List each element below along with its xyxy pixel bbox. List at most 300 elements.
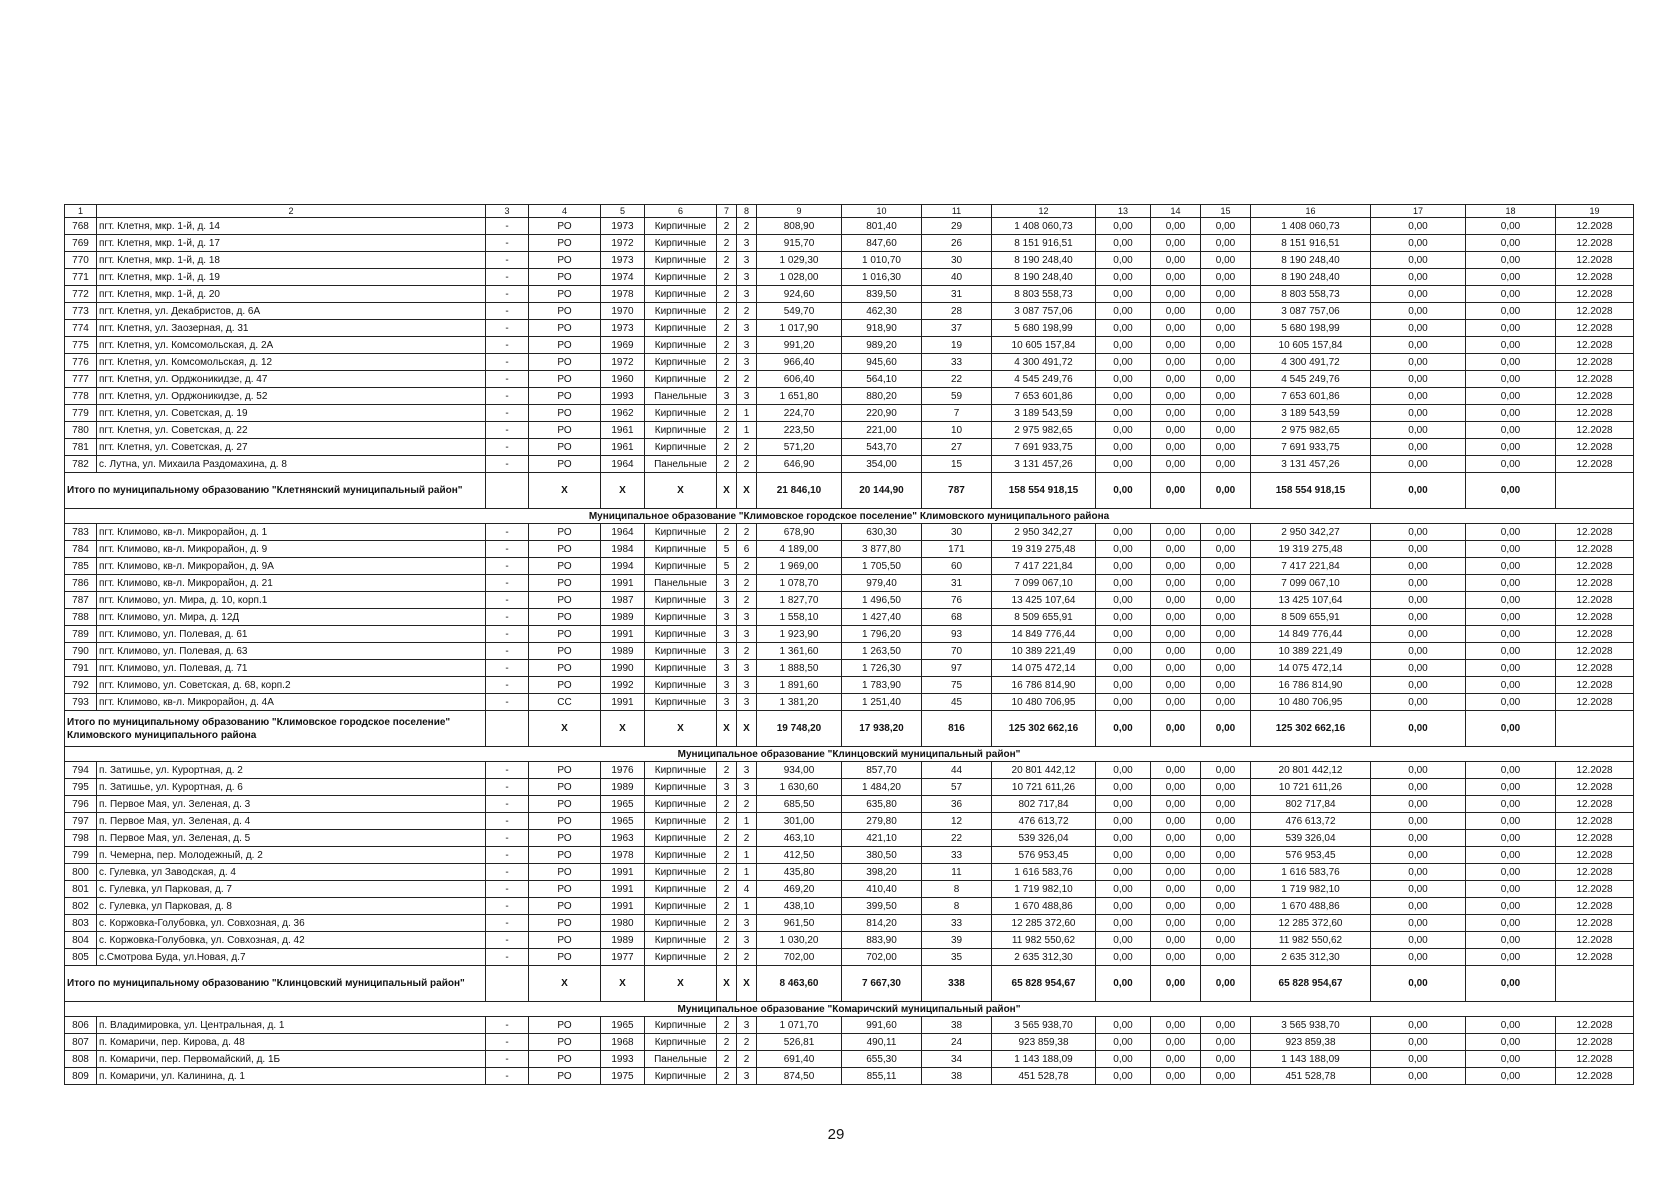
table-cell: пгт. Клетня, ул. Советская, д. 22 [97, 422, 486, 439]
table-cell: 787 [65, 592, 97, 609]
table-cell: 2 635 312,30 [1251, 949, 1371, 966]
table-row [65, 1051, 1634, 1068]
table-cell: - [486, 915, 529, 932]
table-cell: - [486, 864, 529, 881]
table-cell: 2 [737, 592, 757, 609]
table-cell: РО [529, 898, 601, 915]
table-cell: - [486, 881, 529, 898]
table-cell: 1 891,60 [757, 677, 842, 694]
table-cell: с. Коржовка-Голубовка, ул. Совхозная, д. 36 [97, 915, 486, 932]
table-row [65, 286, 1634, 303]
table-cell: 0,00 [1466, 1051, 1556, 1068]
table-cell: 0,00 [1151, 524, 1201, 541]
table-cell: 1 381,20 [757, 694, 842, 711]
table-cell: 2 [717, 218, 737, 235]
section-title: Муниципальное образование "Климовское городское поселение" Климовского муниципального района [65, 509, 1634, 524]
table-cell: 3 189 543,59 [1251, 405, 1371, 422]
table-cell: 923 859,38 [1251, 1034, 1371, 1051]
table-cell: 10 480 706,95 [992, 694, 1096, 711]
table-cell: 125 302 662,16 [992, 711, 1096, 747]
table-cell: 2 [717, 847, 737, 864]
table-cell: 1984 [601, 541, 645, 558]
column-header: 16 [1251, 205, 1371, 218]
table-cell: - [486, 269, 529, 286]
table-cell: X [645, 711, 717, 747]
table-cell: 1 408 060,73 [992, 218, 1096, 235]
table-cell: 0,00 [1201, 592, 1251, 609]
table-cell: 3 [737, 320, 757, 337]
table-cell: 26 [922, 235, 992, 252]
table-cell: 0,00 [1096, 626, 1151, 643]
table-cell: 4 545 249,76 [1251, 371, 1371, 388]
table-row [65, 388, 1634, 405]
table-cell: 0,00 [1371, 252, 1466, 269]
table-cell: 0,00 [1371, 286, 1466, 303]
table-cell: 1965 [601, 813, 645, 830]
table-row [65, 915, 1634, 932]
table-cell: 1 010,70 [842, 252, 922, 269]
page-number: 29 [827, 1126, 845, 1143]
table-cell: 0,00 [1096, 830, 1151, 847]
table-cell: Кирпичные [645, 626, 717, 643]
table-row [65, 643, 1634, 660]
table-cell: 12.2028 [1556, 881, 1634, 898]
table-cell: п. Первое Мая, ул. Зеленая, д. 3 [97, 796, 486, 813]
table-cell: 0,00 [1371, 779, 1466, 796]
table-cell: 0,00 [1151, 252, 1201, 269]
table-cell: 1991 [601, 694, 645, 711]
table-cell: 847,60 [842, 235, 922, 252]
table-cell: 338 [922, 966, 992, 1002]
table-cell: пгт. Климово, кв-л. Микрорайон, д. 9 [97, 541, 486, 558]
table-cell: 29 [922, 218, 992, 235]
table-cell: 1991 [601, 575, 645, 592]
table-cell: 0,00 [1371, 847, 1466, 864]
table-cell: 0,00 [1466, 949, 1556, 966]
table-cell: 801 [65, 881, 97, 898]
column-header: 3 [486, 205, 529, 218]
table-cell: п. Чемерна, пер. Молодежный, д. 2 [97, 847, 486, 864]
table-cell: 784 [65, 541, 97, 558]
table-cell: 0,00 [1371, 660, 1466, 677]
table-cell: 1993 [601, 388, 645, 405]
table-cell: X [717, 473, 737, 509]
table-cell: РО [529, 847, 601, 864]
table-cell: - [486, 592, 529, 609]
table-cell: 10 721 611,26 [992, 779, 1096, 796]
table-cell: 68 [922, 609, 992, 626]
table-cell: - [486, 660, 529, 677]
table-cell: 12.2028 [1556, 1068, 1634, 1085]
table-cell: - [486, 388, 529, 405]
table-cell: - [486, 558, 529, 575]
table-cell: РО [529, 456, 601, 473]
table-cell: - [486, 575, 529, 592]
table-cell: 14 849 776,44 [1251, 626, 1371, 643]
table-cell: 2 [717, 813, 737, 830]
table-cell: 0,00 [1096, 558, 1151, 575]
table-cell: 1 630,60 [757, 779, 842, 796]
column-header: 15 [1201, 205, 1251, 218]
table-cell: 3 [737, 609, 757, 626]
table-cell: Кирпичные [645, 541, 717, 558]
table-row [65, 456, 1634, 473]
table-cell: 12.2028 [1556, 575, 1634, 592]
table-cell: 857,70 [842, 762, 922, 779]
table-cell: РО [529, 388, 601, 405]
table-cell: 802 [65, 898, 97, 915]
table-cell: 33 [922, 847, 992, 864]
table-cell: 2 [717, 796, 737, 813]
table-cell: 57 [922, 779, 992, 796]
table-cell: 2 [717, 286, 737, 303]
table-cell: 7 417 221,84 [992, 558, 1096, 575]
table-cell: 2 [717, 1034, 737, 1051]
table-cell: 2 [737, 830, 757, 847]
table-cell: п. Затишье, ул. Курортная, д. 2 [97, 762, 486, 779]
table-cell: 1991 [601, 626, 645, 643]
table-cell: пгт. Клетня, ул. Декабристов, д. 6А [97, 303, 486, 320]
table-cell: 22 [922, 830, 992, 847]
table-cell: Кирпичные [645, 235, 717, 252]
table-cell: 171 [922, 541, 992, 558]
table-cell: РО [529, 354, 601, 371]
table-cell: - [486, 932, 529, 949]
table-cell: 3 [717, 592, 737, 609]
table-cell: 630,30 [842, 524, 922, 541]
table-row [65, 337, 1634, 354]
table-cell: 2 [717, 949, 737, 966]
table-cell: 0,00 [1096, 694, 1151, 711]
table-cell: 0,00 [1371, 864, 1466, 881]
table-cell: пгт. Клетня, ул. Комсомольская, д. 2А [97, 337, 486, 354]
table-cell: Кирпичные [645, 864, 717, 881]
table-cell: пгт. Клетня, ул. Орджоникидзе, д. 47 [97, 371, 486, 388]
table-cell: РО [529, 813, 601, 830]
table-cell: 0,00 [1096, 966, 1151, 1002]
table-cell: 7 417 221,84 [1251, 558, 1371, 575]
table-cell: 3 [737, 354, 757, 371]
table-cell: 0,00 [1466, 388, 1556, 405]
total-label: Итого по муниципальному образованию "Климовское городское поселение" Климовского муниципального района [65, 711, 486, 747]
table-cell: 8 190 248,40 [992, 269, 1096, 286]
table-cell: 93 [922, 626, 992, 643]
table-cell: РО [529, 592, 601, 609]
table-cell: 0,00 [1466, 473, 1556, 509]
table-cell: 12.2028 [1556, 252, 1634, 269]
table-cell: 780 [65, 422, 97, 439]
table-cell: Кирпичные [645, 660, 717, 677]
table-cell: 33 [922, 915, 992, 932]
table-cell: 770 [65, 252, 97, 269]
table-cell: Панельные [645, 1051, 717, 1068]
table-cell: 772 [65, 286, 97, 303]
table-cell: п. Комаричи, пер. Первомайский, д. 1Б [97, 1051, 486, 1068]
table-cell: 0,00 [1371, 813, 1466, 830]
table-cell: 1 016,30 [842, 269, 922, 286]
table-cell: 0,00 [1371, 949, 1466, 966]
table-cell: 0,00 [1096, 711, 1151, 747]
table-cell: 0,00 [1201, 898, 1251, 915]
table-cell: 2 [717, 1017, 737, 1034]
table-cell: 773 [65, 303, 97, 320]
table-cell: - [486, 694, 529, 711]
table-cell: 691,40 [757, 1051, 842, 1068]
table-cell: 0,00 [1371, 558, 1466, 575]
table-cell: 1987 [601, 592, 645, 609]
table-cell: 3 189 543,59 [992, 405, 1096, 422]
table-cell: 12.2028 [1556, 286, 1634, 303]
table-cell: 804 [65, 932, 97, 949]
table-cell: 14 075 472,14 [1251, 660, 1371, 677]
table-cell: 14 849 776,44 [992, 626, 1096, 643]
table-cell: 0,00 [1371, 235, 1466, 252]
table-cell: РО [529, 864, 601, 881]
table-cell: 0,00 [1151, 1017, 1201, 1034]
table-cell: 0,00 [1151, 269, 1201, 286]
table-cell: пгт. Клетня, мкр. 1-й, д. 19 [97, 269, 486, 286]
table-cell: 12.2028 [1556, 354, 1634, 371]
table-cell: 0,00 [1096, 1051, 1151, 1068]
table-cell: 0,00 [1466, 660, 1556, 677]
table-cell: 76 [922, 592, 992, 609]
table-cell: 0,00 [1096, 592, 1151, 609]
table-row [65, 439, 1634, 456]
table-cell: 0,00 [1096, 405, 1151, 422]
table-cell: 5 680 198,99 [992, 320, 1096, 337]
table-cell: 0,00 [1151, 660, 1201, 677]
table-cell: 1 670 488,86 [992, 898, 1096, 915]
table-cell: 1991 [601, 881, 645, 898]
table-row [65, 779, 1634, 796]
table-cell: 808 [65, 1051, 97, 1068]
table-row [65, 422, 1634, 439]
column-header: 2 [97, 205, 486, 218]
column-header: 14 [1151, 205, 1201, 218]
table-cell: 12.2028 [1556, 864, 1634, 881]
table-cell: 792 [65, 677, 97, 694]
table-cell: 0,00 [1096, 337, 1151, 354]
table-cell: РО [529, 643, 601, 660]
table-cell: 1961 [601, 439, 645, 456]
table-cell: 1976 [601, 762, 645, 779]
table-cell: с. Коржовка-Голубовка, ул. Совхозная, д. 42 [97, 932, 486, 949]
column-header: 9 [757, 205, 842, 218]
table-cell: - [486, 949, 529, 966]
table-cell: 13 425 107,64 [992, 592, 1096, 609]
table-cell: Кирпичные [645, 796, 717, 813]
table-cell: Кирпичные [645, 915, 717, 932]
table-cell: пгт. Климово, кв-л. Микрорайон, д. 21 [97, 575, 486, 592]
table-cell: 70 [922, 643, 992, 660]
table-cell: 12.2028 [1556, 405, 1634, 422]
table-cell: 2 [717, 371, 737, 388]
table-cell: 1989 [601, 932, 645, 949]
table-cell: - [486, 456, 529, 473]
table-cell: 797 [65, 813, 97, 830]
table-cell: 0,00 [1096, 949, 1151, 966]
table-cell: X [737, 473, 757, 509]
table-cell: 0,00 [1371, 439, 1466, 456]
table-cell: 2 [717, 881, 737, 898]
table-cell: 0,00 [1371, 898, 1466, 915]
table-cell: 1 361,60 [757, 643, 842, 660]
table-row [65, 898, 1634, 915]
table-row [65, 592, 1634, 609]
table-cell: 10 605 157,84 [992, 337, 1096, 354]
table-cell: 0,00 [1466, 966, 1556, 1002]
table-cell: 805 [65, 949, 97, 966]
table-cell: 12.2028 [1556, 915, 1634, 932]
table-cell: 0,00 [1466, 643, 1556, 660]
table-cell: 0,00 [1096, 762, 1151, 779]
table-cell [486, 966, 529, 1002]
table-cell: п. Затишье, ул. Курортная, д. 6 [97, 779, 486, 796]
table-cell: 0,00 [1096, 864, 1151, 881]
table-cell: 0,00 [1466, 830, 1556, 847]
table-cell: 0,00 [1201, 847, 1251, 864]
table-cell: Кирпичные [645, 1034, 717, 1051]
table-cell: 12.2028 [1556, 677, 1634, 694]
table-cell: РО [529, 218, 601, 235]
table-cell: 3 [717, 388, 737, 405]
table-cell: 1 029,30 [757, 252, 842, 269]
table-cell: 0,00 [1201, 932, 1251, 949]
table-cell: 0,00 [1466, 218, 1556, 235]
table-cell: 2 [737, 371, 757, 388]
table-cell: пгт. Клетня, мкр. 1-й, д. 18 [97, 252, 486, 269]
table-cell: 1 651,80 [757, 388, 842, 405]
table-row [65, 694, 1634, 711]
table-cell: Кирпичные [645, 643, 717, 660]
table-cell: 38 [922, 1017, 992, 1034]
table-cell: 1 923,90 [757, 626, 842, 643]
table-row [65, 949, 1634, 966]
table-cell: 0,00 [1151, 592, 1201, 609]
table-cell: 8 509 655,91 [1251, 609, 1371, 626]
total-row [65, 966, 1634, 1002]
table-cell: 2 [717, 915, 737, 932]
table-cell: 809 [65, 1068, 97, 1085]
table-cell: 1980 [601, 915, 645, 932]
table-cell: - [486, 779, 529, 796]
table-cell: 655,30 [842, 1051, 922, 1068]
table-cell: 2 975 982,65 [1251, 422, 1371, 439]
table-cell: 6 [737, 541, 757, 558]
table-cell: пгт. Климово, кв-л. Микрорайон, д. 4А [97, 694, 486, 711]
table-cell: 979,40 [842, 575, 922, 592]
table-cell: 1 496,50 [842, 592, 922, 609]
table-cell: РО [529, 881, 601, 898]
table-cell: 0,00 [1201, 252, 1251, 269]
table-cell: 0,00 [1466, 609, 1556, 626]
table-cell: 0,00 [1096, 796, 1151, 813]
table-cell: 779 [65, 405, 97, 422]
table-cell: 8 151 916,51 [992, 235, 1096, 252]
table-cell: с. Гулевка, ул Парковая, д. 8 [97, 898, 486, 915]
table-cell: 814,20 [842, 915, 922, 932]
table-cell: 2 [717, 864, 737, 881]
table-cell: 438,10 [757, 898, 842, 915]
total-row [65, 711, 1634, 747]
table-cell: 0,00 [1096, 456, 1151, 473]
table-row [65, 541, 1634, 558]
table-cell: 0,00 [1466, 286, 1556, 303]
table-cell: 0,00 [1096, 422, 1151, 439]
table-cell: Панельные [645, 456, 717, 473]
table-cell: 0,00 [1151, 949, 1201, 966]
table-cell: 0,00 [1201, 524, 1251, 541]
table-cell: 0,00 [1371, 388, 1466, 405]
table-cell: 1994 [601, 558, 645, 575]
table-cell: Панельные [645, 575, 717, 592]
table-cell: РО [529, 660, 601, 677]
table-cell: 0,00 [1096, 320, 1151, 337]
table-cell: 65 828 954,67 [1251, 966, 1371, 1002]
table-cell: РО [529, 762, 601, 779]
table-cell: 771 [65, 269, 97, 286]
table-cell: Панельные [645, 388, 717, 405]
table-cell: - [486, 643, 529, 660]
table-cell: 0,00 [1371, 337, 1466, 354]
table-cell: пгт. Клетня, ул. Советская, д. 19 [97, 405, 486, 422]
table-cell: 12.2028 [1556, 1034, 1634, 1051]
housing-register-table [64, 204, 1634, 1085]
table-cell: 39 [922, 932, 992, 949]
table-cell: 945,60 [842, 354, 922, 371]
table-row [65, 575, 1634, 592]
table-cell: 12.2028 [1556, 558, 1634, 575]
table-cell: 1960 [601, 371, 645, 388]
table-cell: Кирпичные [645, 269, 717, 286]
table-cell: 65 828 954,67 [992, 966, 1096, 1002]
table-cell: 0,00 [1151, 558, 1201, 575]
table-cell: 45 [922, 694, 992, 711]
table-cell: 1972 [601, 235, 645, 252]
table-cell: 802 717,84 [1251, 796, 1371, 813]
table-cell: 0,00 [1096, 269, 1151, 286]
column-header: 11 [922, 205, 992, 218]
table-cell: 7 099 067,10 [1251, 575, 1371, 592]
table-cell: РО [529, 677, 601, 694]
table-cell: 12.2028 [1556, 218, 1634, 235]
table-cell: - [486, 813, 529, 830]
table-cell: 3 565 938,70 [992, 1017, 1096, 1034]
table-cell: РО [529, 1051, 601, 1068]
table-cell: 839,50 [842, 286, 922, 303]
table-cell: 0,00 [1151, 898, 1201, 915]
table-cell: 0,00 [1371, 1051, 1466, 1068]
table-cell: X [717, 711, 737, 747]
table-row [65, 796, 1634, 813]
table-row [65, 524, 1634, 541]
table-cell: 2 [717, 235, 737, 252]
table-cell: 777 [65, 371, 97, 388]
table-cell: 0,00 [1466, 711, 1556, 747]
table-cell: - [486, 371, 529, 388]
table-cell: 0,00 [1096, 643, 1151, 660]
table-cell: 12 [922, 813, 992, 830]
table-cell: 782 [65, 456, 97, 473]
table-cell: 0,00 [1371, 711, 1466, 747]
table-cell: 788 [65, 609, 97, 626]
table-cell: 8 803 558,73 [1251, 286, 1371, 303]
table-cell: 3 [717, 575, 737, 592]
table-cell: 125 302 662,16 [1251, 711, 1371, 747]
table-cell: 1963 [601, 830, 645, 847]
table-cell: 31 [922, 286, 992, 303]
table-cell: 991,20 [757, 337, 842, 354]
